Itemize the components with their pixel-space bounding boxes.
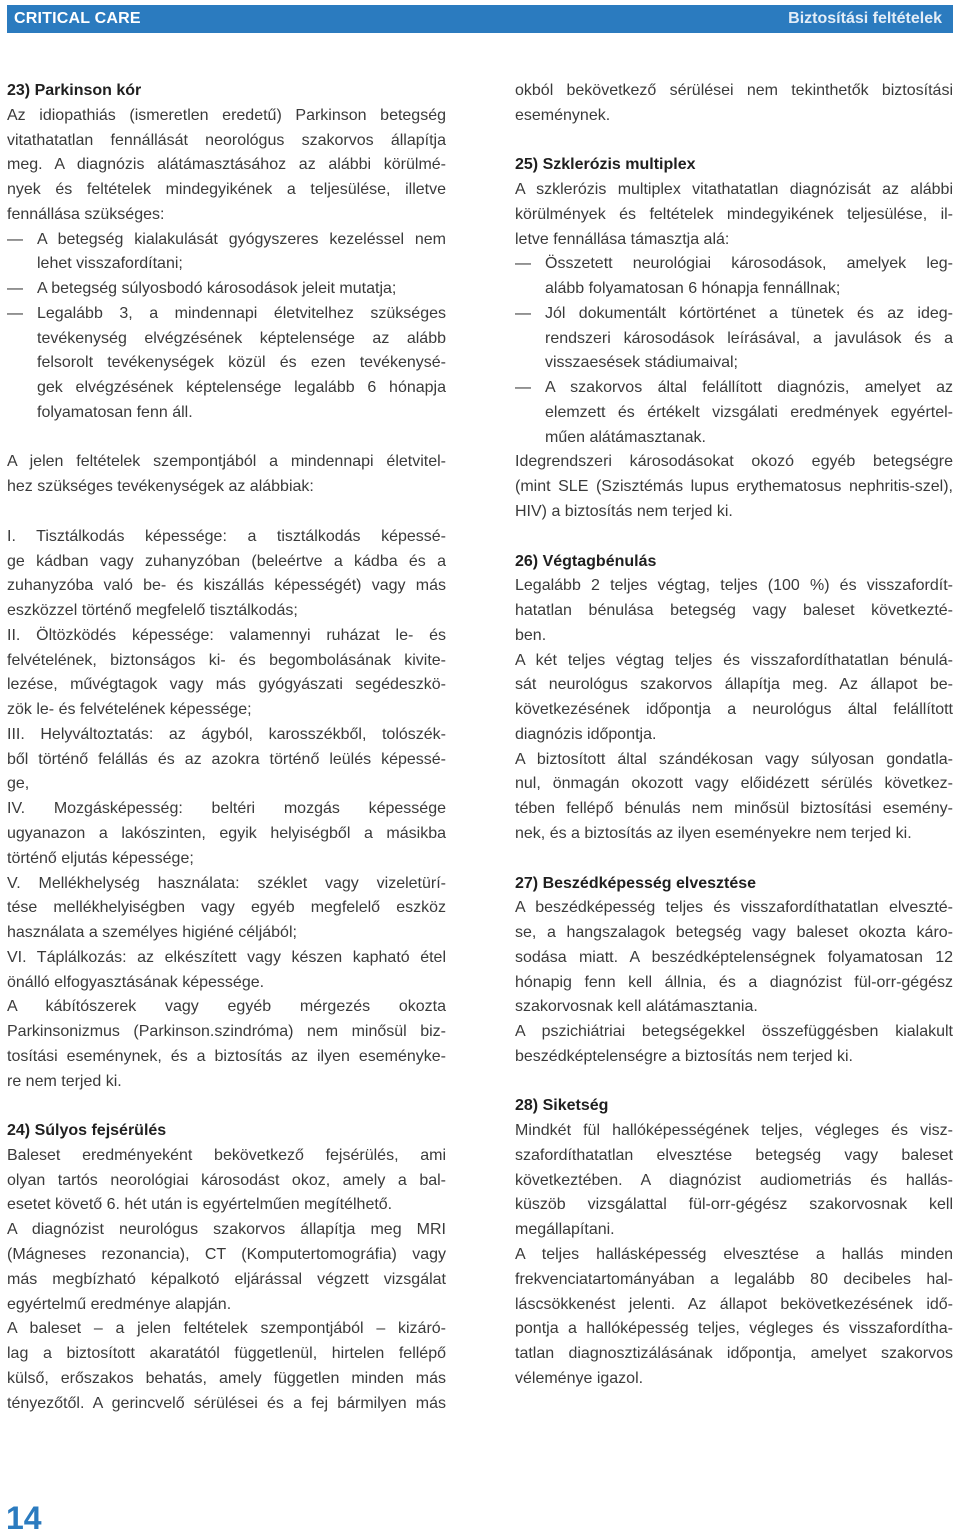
paragraph (7, 624, 446, 723)
text-line: Legalább 3, a mindennapi életvitelhez szükséges (37, 304, 446, 322)
paragraph (7, 525, 446, 624)
text-line: tényezőtől. A gerincvelő sérülései és a fej bármilyen más (7, 1394, 446, 1412)
header-section-title: Biztosítási feltételek (788, 10, 942, 27)
text-line: fennállása szükséges: (7, 205, 165, 223)
text-line: se, a hangszalagok betegség vagy baleset okozta káro- (515, 924, 953, 942)
paragraph (7, 104, 446, 228)
text-line: III. Helyváltoztatás: az ágyból, karosszékből, tolószék- (7, 725, 446, 743)
section (7, 450, 446, 500)
text-line: körülmények és feltételek mindegyikének teljesülése, il- (515, 205, 953, 223)
text-line: történő eljutás képessége; (7, 849, 194, 867)
text-line: Parkinsonizmus (Parkinson.szindróma) nem minősül biz- (7, 1023, 446, 1041)
text-line: visszaesések stádiumaival; (545, 354, 738, 372)
bullet-dash-icon: — (7, 280, 23, 298)
bullet-item (515, 302, 953, 376)
text-line: lag a biztosított akaratától függetlenül, hirtelen fellépő (7, 1345, 446, 1363)
section (7, 525, 446, 1095)
section-heading (7, 1119, 446, 1144)
bullet-item (7, 277, 446, 302)
text-line: gek elvégzésének képtelensége legalább 6 hónapja (37, 379, 446, 397)
paragraph (515, 574, 953, 648)
text-line: véleménye igazol. (515, 1369, 644, 1387)
section (515, 1094, 953, 1391)
text-line: tevékenység elvégzésének képtelensége az alább (37, 329, 446, 347)
text-line: Legalább 2 teljes végtag, teljes (100 %) és visszafordít- (515, 577, 953, 595)
bullet-dash-icon: — (7, 304, 23, 322)
text-line: eszközzel történő megfelelő tisztálkodás; (7, 602, 298, 620)
text-line: használata a személyes higiéné céljából; (7, 924, 297, 942)
header-bar (7, 5, 953, 33)
text-line: ben. (515, 626, 547, 644)
text-line: tése mellékhelyiségben vagy egyéb megfelelő eszköz (7, 899, 446, 917)
section-heading (515, 1094, 953, 1119)
text-line: II. Öltözködés képessége: valamennyi ruházat le- és (7, 626, 446, 644)
paragraph (515, 896, 953, 1020)
text-line: Idegrendszeri károsodásokat okozó egyéb betegségre (515, 453, 953, 471)
paragraph (515, 1020, 953, 1070)
text-line: re nem terjed ki. (7, 1072, 122, 1090)
text-line: ből történő felállás és az azokra történő leülés képessé- (7, 750, 446, 768)
text-line: A szklerózis multiplex vitathatatlan diagnózisát az alábbi (515, 181, 953, 199)
bullet-item (515, 376, 953, 450)
text-line: felsorolt tevékenységek közül és ezen tevékenysé- (37, 354, 446, 372)
text-line: IV. Mozgásképesség: beltéri mozgás képessége (7, 800, 446, 818)
left-column (7, 79, 446, 1416)
text-line: hónapig fenn kell állnia, és a diagnózist fül-orr-gégész (515, 973, 953, 991)
text-line: VI. Táplálkozás: az elkészített vagy készen kapható étel (7, 948, 446, 966)
text-line: tatlan diagnosztizálásának időpontja, amelyet szakorvos (515, 1345, 953, 1363)
bullet-dash-icon: — (515, 379, 531, 397)
text-line: nul, önmagán okozott vagy előidézett sérülés következ- (515, 775, 953, 793)
paragraph (7, 450, 446, 500)
text-line: küszöb vizsgálattal fül-orr-gégész szakorvosnak kell (515, 1196, 953, 1214)
bullet-dash-icon: — (515, 255, 531, 273)
paragraph (7, 1218, 446, 1317)
bullet-dash-icon: — (515, 304, 531, 322)
text-line: I. Tisztálkodás képessége: a tisztálkodás képessé- (7, 527, 446, 545)
text-line: lehet visszafordítani; (37, 255, 183, 273)
text-line: külső, erőszakos behatás, amely független minden más (7, 1369, 446, 1387)
text-line: tében fellépő bénulás nem minősül biztosítási esemény- (515, 800, 953, 818)
text-line: Az idiopathiás (ismeretlen eredetű) Parkinson betegség (7, 106, 446, 124)
section (515, 153, 953, 524)
text-line: letve fennállása támasztja alá: (515, 230, 730, 248)
text-line: hez szükséges tevékenységek az alábbiak: (7, 478, 314, 496)
paragraph (7, 797, 446, 871)
section-heading (7, 79, 446, 104)
text-line: V. Mellékhelység használata: széklet vagy vizeletürí- (7, 874, 446, 892)
text-line: nek, és a biztosítás az ilyen eseményekre nem terjed ki. (515, 824, 912, 842)
text-line: rendszeri károsodások leírásával, a javulások és a (545, 329, 953, 347)
paragraph (515, 79, 953, 129)
heading-text: 24) Súlyos fejsérülés (7, 1122, 167, 1140)
text-line: szakorvosnak kell alátámasztania. (515, 998, 758, 1016)
text-line: ugyanazon a lakószinten, egyik helyiségből a másikba (7, 824, 446, 842)
section-heading (515, 872, 953, 897)
text-line: tosítási eseménynek, és a biztosítás az ilyen eseményke- (7, 1047, 446, 1065)
text-line: A baleset – a jelen feltételek szempontjából – kizáró- (7, 1320, 446, 1338)
paragraph (515, 748, 953, 847)
text-line: más megbízható képalkotó eljárással végzett vizsgálat (7, 1270, 446, 1288)
text-line: láscsökkenést jelenti. Az állapot bekövetkezésének idő- (515, 1295, 953, 1313)
text-line: Baleset eredményeként bekövetkező fejsérülés, ami (7, 1146, 446, 1164)
text-line: folyamatosan fenn áll. (37, 403, 193, 421)
text-line: A betegség kialakulását gyógyszeres kezeléssel nem (37, 230, 446, 248)
paragraph (7, 1144, 446, 1218)
paragraph (515, 178, 953, 252)
text-line: (Mágneses rezonancia), CT (Komputertomográfia) vagy (7, 1245, 446, 1263)
text-line: olyan tartós neorológiai károsodást okoz, amely a bal- (7, 1171, 446, 1189)
header-product-title: CRITICAL CARE (14, 10, 141, 27)
text-line: önálló elfogyasztásának képessége. (7, 973, 265, 991)
page-number: 14 (6, 1500, 42, 1536)
text-line: szafordíthatatlan elvesztése betegség vagy baleset (515, 1146, 953, 1164)
text-line: Jól dokumentált kórtörténet a tünetek és az ideg- (545, 304, 953, 322)
bullet-item (7, 302, 446, 426)
text-line: A kábítószerek vagy egyéb mérgezés okozta (7, 998, 446, 1016)
text-line: eseménynek. (515, 106, 611, 124)
paragraph (7, 1317, 446, 1416)
heading-text: 26) Végtagbénulás (515, 552, 657, 570)
text-line: okból bekövetkező sérülései nem tekinthetők biztosítási (515, 82, 953, 99)
text-line: (mint SLE (Szisztémás lupus erythematosus nephritis-szel), (515, 478, 953, 496)
text-line: műen alátámasztanak. (545, 428, 706, 446)
text-line: egyértelmű eredménye alapján. (7, 1295, 232, 1313)
text-line: A beszédképesség teljes és visszafordíthatatlan elveszté- (515, 899, 953, 917)
heading-text: 27) Beszédképesség elvesztése (515, 874, 757, 892)
section-heading (515, 153, 953, 178)
text-line: nyek és feltételek mindegyikének a teljesülése, illetve (7, 181, 446, 199)
text-line: HIV) a biztosítás nem terjed ki. (515, 503, 733, 521)
text-line: sodása miatt. A beszédképtelenségnek folyamatosan 12 (515, 948, 953, 966)
text-line: zuhanyzóba való be- és kiszállás képességét) vagy más (7, 577, 446, 595)
section (515, 872, 953, 1070)
text-line: A jelen feltételek szempontjából a mindennapi életvitel- (7, 453, 446, 471)
text-line: ge kádban vagy zuhanyzóban (beleértve a kádba és a (7, 552, 446, 570)
text-line: beszédképtelenségre a biztosítás nem terjed ki. (515, 1047, 853, 1065)
text-line: következtében. A diagnózist audiometriás és hallás- (515, 1171, 953, 1189)
text-line: alább folyamatosan 6 hónapja fennállnak; (545, 280, 841, 298)
heading-text: 25) Szklerózis multiplex (515, 156, 696, 174)
text-line: következésének időpontja a neurológus által felállított (515, 701, 953, 719)
section (515, 550, 953, 847)
text-line: A pszichiátriai betegségekkel összefüggésben kialakult (515, 1023, 953, 1041)
text-line: megállapítani. (515, 1221, 615, 1239)
paragraph (7, 946, 446, 996)
text-line: A teljes hallásképesség elvesztése a hallás minden (515, 1245, 953, 1263)
bullet-item (515, 252, 953, 302)
paragraph (515, 649, 953, 748)
section (7, 1119, 446, 1416)
section-heading (515, 550, 953, 575)
right-column (515, 79, 953, 1392)
text-line: elemzett és értékelt vizsgálati eredmények egyértel- (545, 403, 953, 421)
text-line: diagnózis időpontja. (515, 725, 657, 743)
text-line: A betegség súlyosbodó károsodások jeleit mutatja; (37, 280, 397, 298)
text-line: A szakorvos által felállított diagnózis, amelyet az (545, 379, 953, 397)
heading-text: 28) Siketség (515, 1097, 609, 1115)
text-line: Összetett neurológiai károsodások, amelyek leg- (545, 255, 953, 273)
text-line: vitathatatlan fennállását neorológus szakorvos állapítja (7, 131, 446, 149)
text-line: A biztosított által szándékosan vagy súlyosan gondatla- (515, 750, 953, 768)
text-line: zök le- és felvételének képessége; (7, 701, 252, 719)
text-line: hatatlan bénulása betegség vagy baleset következté- (515, 602, 953, 620)
heading-text: 23) Parkinson kór (7, 82, 142, 99)
paragraph (7, 995, 446, 1094)
paragraph (515, 450, 953, 524)
bullet-item (7, 228, 446, 278)
paragraph (7, 872, 446, 946)
text-line: pontja a hallóképesség teljes, végleges és visszafordítha- (515, 1320, 953, 1338)
text-line: meg. A diagnózis alátámasztásához az alábbi körülmé- (7, 156, 446, 174)
paragraph (515, 1243, 953, 1392)
section (7, 79, 446, 426)
text-line: sát neurológus szakorvos állapítja meg. Az állapot be- (515, 676, 953, 694)
text-line: ge, (7, 775, 30, 793)
text-line: lezése, művégtagok vagy más gyógyászati segédeszkö- (7, 676, 446, 694)
text-line: A diagnózist neurológus szakorvos állapítja meg MRI (7, 1221, 446, 1239)
bullet-dash-icon: — (7, 230, 23, 248)
text-line: Mindkét fül hallóképességének teljes, végleges és visz- (515, 1122, 953, 1140)
text-line: A két teljes végtag teljes és visszafordíthatatlan bénulá- (515, 651, 953, 669)
text-line: esetet követő 6. hét után is egyértelműen megítélhető. (7, 1196, 393, 1214)
paragraph (515, 1119, 953, 1243)
text-line: felvételének, biztonságos ki- és begombolásának kivite- (7, 651, 446, 669)
text-line: frekvenciatartományában a legalább 80 decibeles hal- (515, 1270, 953, 1288)
paragraph (7, 723, 446, 797)
section (515, 79, 953, 129)
